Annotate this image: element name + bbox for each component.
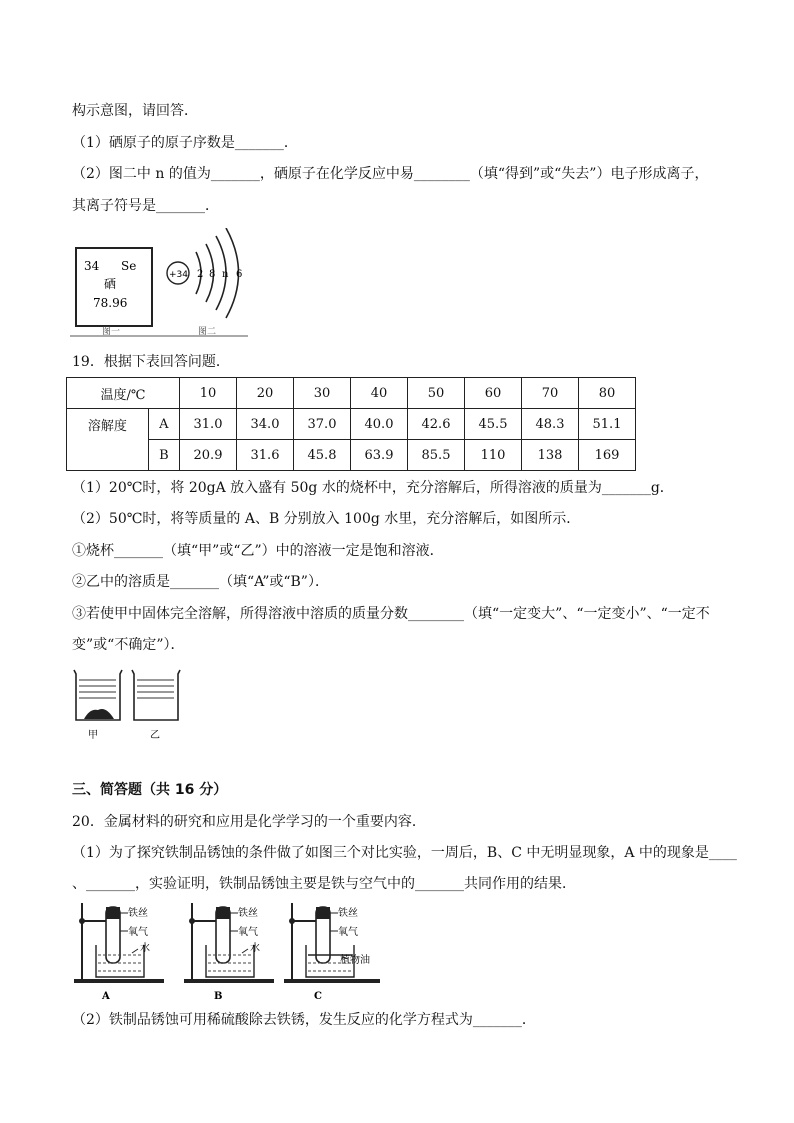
table-cell: 70	[522, 378, 579, 409]
table-row	[67, 378, 636, 409]
element-name: 硒	[104, 277, 117, 291]
question-19-2b: ②乙中的溶质是_______（填“A”或“B”）．	[72, 574, 329, 590]
table-row	[67, 409, 636, 440]
shell-count: 2	[197, 269, 204, 280]
selenium-figure	[66, 228, 256, 344]
table-header-label: 温度/℃	[67, 378, 180, 409]
label-water: 水	[140, 943, 150, 954]
table-cell: 85.5	[408, 440, 465, 471]
label-iron-wire: 铁丝	[238, 908, 258, 919]
question-19-2a: ①烧杯_______（填“甲”或“乙”）中的溶液一定是饱和溶液．	[72, 543, 444, 559]
question-20-1: （1）为了探究铁制品锈蚀的条件做了如图三个对比实验，一周后，B、C 中无明显现象，A 中的现象是____	[72, 845, 737, 861]
table-row	[67, 440, 636, 471]
table-cell: 40.0	[351, 409, 408, 440]
question-18-2: （2）图二中 n 的值为_______，硒原子在化学反应中易________（填“得到”或“失去”）电子形成离子，	[72, 166, 709, 182]
shell-count: n	[222, 269, 229, 280]
table-cell: 110	[465, 440, 522, 471]
table-cell: 48.3	[522, 409, 579, 440]
apparatus-a	[74, 903, 164, 983]
label-water: 水	[250, 943, 260, 954]
figure-1-caption: 图一	[102, 327, 121, 337]
question-19-2: （2）50℃时，将等质量的 A、B 分别放入 100g 水里，充分溶解后，如图所示．	[72, 511, 581, 527]
table-cell: 34.0	[237, 409, 294, 440]
question-18-2-cont: 其离子符号是_______．	[72, 198, 219, 214]
table-cell: 40	[351, 378, 408, 409]
question-20-2: （2）铁制品锈蚀可用稀硫酸除去铁锈，发生反应的化学方程式为_______．	[72, 1012, 536, 1028]
text-line: 构示意图，请回答．	[72, 103, 198, 119]
table-cell: 169	[579, 440, 636, 471]
caption-b: B	[214, 991, 223, 1002]
question-19-2c-cont: 变”或“不确定”）．	[72, 637, 185, 653]
beaker-jia	[74, 670, 122, 720]
shell-count: 8	[209, 269, 216, 280]
element-mass: 78.96	[93, 296, 128, 310]
section-3-heading: 三、简答题（共 16 分）	[72, 782, 228, 798]
table-cell: 50	[408, 378, 465, 409]
table-cell: 31.6	[237, 440, 294, 471]
label-oxygen: 氧气	[338, 927, 358, 938]
table-cell: 60	[465, 378, 522, 409]
element-number: 34	[84, 259, 100, 273]
element-symbol: Se	[121, 259, 137, 273]
table-cell: 51.1	[579, 409, 636, 440]
table-cell: 45.5	[465, 409, 522, 440]
beakers-figure	[66, 664, 198, 742]
question-20-1-cont: 、_______，实验证明，铁制品锈蚀主要是铁与空气中的_______共同作用的结果．	[72, 876, 576, 892]
table-cell: 10	[180, 378, 237, 409]
question-19-title: 19．根据下表回答问题．	[72, 354, 230, 370]
table-cell: 63.9	[351, 440, 408, 471]
label-oxygen: 氧气	[238, 927, 258, 938]
question-20-title: 20．金属材料的研究和应用是化学学习的一个重要内容．	[72, 814, 426, 830]
table-cell: 30	[294, 378, 351, 409]
table-row-label: 溶解度	[67, 409, 149, 471]
undissolved-solid	[84, 709, 114, 719]
question-19-2c: ③若使甲中固体完全溶解，所得溶液中溶质的质量分数________（填“一定变大”、“一定变小”、“一定不	[72, 606, 710, 622]
nucleus-charge: +34	[169, 270, 188, 280]
table-cell: 80	[579, 378, 636, 409]
label-iron-wire: 铁丝	[338, 908, 358, 919]
beaker-label-jia: 甲	[88, 730, 98, 741]
label-iron-wire: 铁丝	[128, 908, 148, 919]
table-cell: 45.8	[294, 440, 351, 471]
rust-experiment-figure	[72, 899, 392, 1005]
question-18-1: （1）硒原子的原子序数是_______．	[72, 135, 298, 151]
table-cell: B	[148, 440, 179, 471]
caption-a: A	[102, 991, 110, 1002]
beaker-yi	[132, 670, 180, 720]
table-cell: 37.0	[294, 409, 351, 440]
label-oxygen: 氧气	[128, 927, 148, 938]
table-cell: 31.0	[180, 409, 237, 440]
question-19-1: （1）20℃时，将 20gA 放入盛有 50g 水的烧杯中，充分溶解后，所得溶液的质量为_______g．	[72, 480, 674, 496]
apparatus-b	[184, 903, 274, 983]
beaker-label-yi: 乙	[150, 730, 160, 741]
solubility-table	[66, 377, 636, 471]
table-cell: A	[148, 409, 179, 440]
table-cell: 42.6	[408, 409, 465, 440]
table-cell: 138	[522, 440, 579, 471]
apparatus-c	[284, 903, 380, 983]
shell-count: 6	[236, 269, 243, 280]
label-vegetable-oil: 植物油	[340, 955, 370, 966]
table-cell: 20.9	[180, 440, 237, 471]
figure-2-caption: 图二	[198, 327, 217, 337]
table-cell: 20	[237, 378, 294, 409]
caption-c: C	[314, 991, 322, 1002]
